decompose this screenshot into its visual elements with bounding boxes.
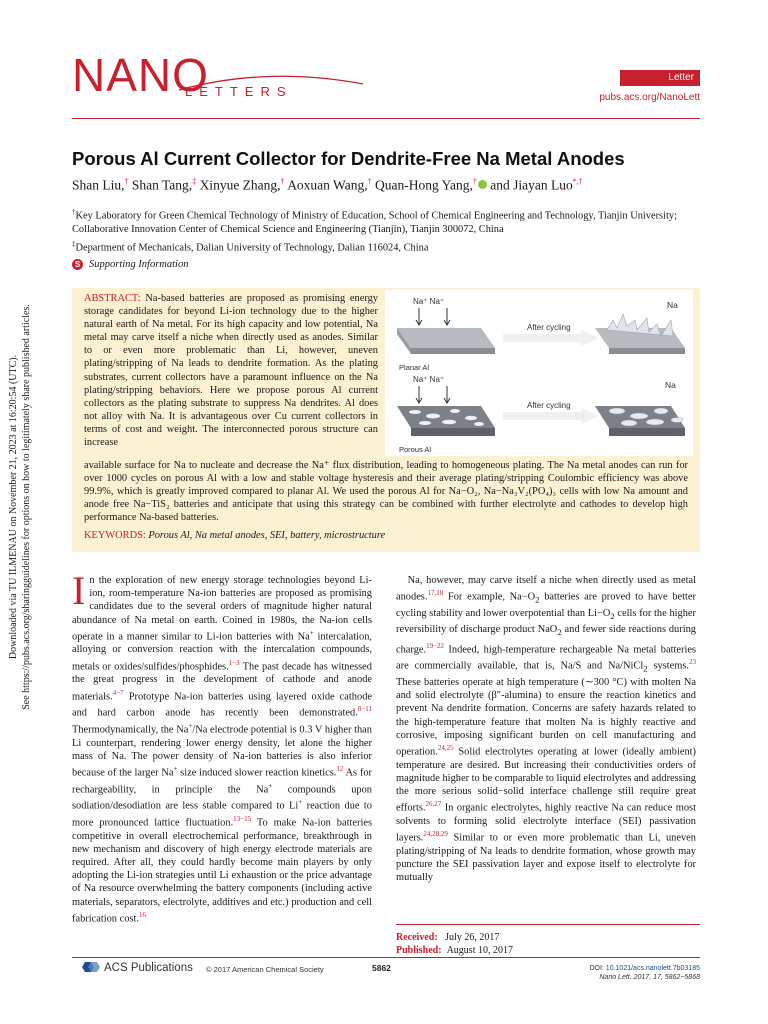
toc-graphic: [385, 290, 693, 456]
doi-row: [520, 964, 700, 973]
abstract-body-wide: available surface for Na to nucleate and decrease the Na⁺ flux distribution, leading to homogeneous plating. The Na metal anodes can run for over 1000 cycles on porous Al with a low and stable voltage hysteresis and their average plating/stripping Coulombic efficiency was above 99.9%, which is greatly improved compared to planar Al. We used the porous Al for Na−O₂, Na−Na₃V₂(PO₄)₃ cells with low Na amount and anode free Na−TiS₂ batteries and anticipate that using this strategy can be combined with further electrolyte and cathodes to develop high performance Na-based batteries.: [84, 460, 688, 524]
acs-hexagon-icon: [78, 960, 100, 974]
published-row: [396, 944, 700, 957]
author-name[interactable]: and Jiayan Luo: [490, 177, 573, 193]
keywords-label: KEYWORDS:: [84, 530, 146, 541]
author-mark: †: [124, 177, 129, 186]
orcid-icon[interactable]: [478, 180, 487, 189]
author-mark: ‡: [192, 177, 197, 186]
author-name[interactable]: Shan Tang,: [131, 177, 193, 193]
received-date: July 26, 2017: [445, 932, 500, 943]
affiliation-2: [72, 237, 702, 255]
author-mark: *,†: [572, 177, 583, 186]
abstract-text: [84, 292, 378, 449]
author-mark: †: [367, 177, 372, 186]
affiliation-mark: ‡: [72, 240, 76, 249]
acs-publications-logo[interactable]: [78, 960, 193, 974]
author-list: [72, 177, 712, 194]
doi-link[interactable]: 10.1021/acs.nanolett.7b03185: [605, 965, 700, 972]
toc-bottom-label: Porous Al: [399, 445, 432, 454]
author-mark: †: [472, 177, 477, 186]
article-title: Porous Al Current Collector for Dendrite-Free Na Metal Anodes: [72, 148, 625, 169]
toc-top-product: Na: [667, 300, 678, 310]
logo-letters: LETTERS: [185, 84, 293, 99]
author-name[interactable]: Aoxuan Wang,: [287, 177, 368, 193]
abstract-label: ABSTRACT:: [84, 293, 141, 304]
col2-opening: Na, however, may carve itself a niche when directly used as metal anodes.: [396, 575, 696, 603]
published-date: August 10, 2017: [446, 945, 513, 956]
supporting-info-label: Supporting Information: [89, 259, 189, 270]
doi-label: DOI:: [589, 965, 606, 972]
download-notice: [7, 157, 33, 857]
author-name[interactable]: Xinyue Zhang,: [199, 177, 281, 193]
journal-url-link[interactable]: pubs.acs.org/NanoLett: [599, 92, 700, 103]
page-number: 5862: [372, 963, 391, 973]
journal-logo: [72, 49, 293, 108]
body-column-left: In the exploration of new energy storage technologies beyond Li-ion, room-temperature Na-ion batteries are proposed as promising candidates due to the several orders of magnitude higher natural abundance of Na metal on earth. Coined in 1980s, the Na-ion cells operate in a manner similar to Li-ion batteries with Na+ intercalation, alloying or conversion reaction with the intercalation compounds, metals or oxides/sulfides/phosphides.$^{1-3}$ The past decade has witnessed the great progress in the development of cathode and anode materials.$^{4-7}$ Prototype Na-ion batteries using layered oxide cathode and hard carbon anode has recently been demonstrated.$^{8-11}$ Thermodynamically, the Na+/Na electrode potential is 0.3 V higher than Li counterpart, rendering lower energy density, let alone the higher mass of Na. The power density of Na-ion batteries is also inferior because of the larger Na+ size induced slower reaction kinetics.$^{12}$ As for rechargeability, in principle the Na+ compounds upon sodiation/desodiation are less stable compared to Li+ reaction due to more pronounced lattice fluctuation.$^{13-15}$ To make Na-ion batteries competitive in overall electrochemical performance, breakthrough in new mechanism and discovery of high energy electrode materials are required. After all, they could hardly become main players by only adopting the Li-ion strategies until Li exhaustion or the price advantage of Na resource overwhelming the battery components (including active materials, separators, electrolyte, additives and etc.) production and cell fabrication cost.$^{16}$: [72, 568, 373, 925]
affiliation-mark: †: [72, 208, 76, 216]
affiliation-1: [72, 205, 702, 237]
logo-nano: NANO: [72, 49, 209, 101]
received-label: Received:: [396, 932, 438, 943]
body-column-right: Na, however, may carve itself a niche when directly used as metal anodes.$^{17,18}$ For example, $Na-O_2$ batteries are proved to have better cycling stability and lower overpotential than $Li-O_2$ cells for the higher reversibility of discharge product NaO$_2$ and fewer side reactions during charge.$^{19-22}$ Indeed, high-temperature rechargeable Na metal batteries are commercially available, that is, Na/S and Na/NiCl$_2$ systems.$^{23}$ These batteries operate at high temperature (∼300 °C) with molten Na and solid electrolyte (β″-alumina) to ensure the reaction kinetics and prevent Na dendrite formation. Concerns are safety hazards related to the high-temperature feature that molten Na is highly reactive and corrosive, imposing significant burden on cell manufacturing and operation.$^{24,25}$ Solid electrolytes operating at lower (ideally ambient) temperature are desired. But increasing their conductivities orders of magnitude higher to be comparable to liquid electrolytes and addressing the more serious solid−solid interface challenge still require great efforts.$^{26,27}$ In organic electrolytes, highly reactive Na can reduce most solvents to forming solid electrolyte interface (SEI) passivation layers.$^{24,28,29}$ Similar to or even more problematic than Li, uneven plating/stripping of Na leads to dendrite formation, whose growth may puncture the SEI passivation layer and expose itself to electrolyte for mutually: [396, 575, 697, 884]
dropcap: I: [72, 568, 86, 613]
article-type-badge: Letter: [620, 70, 700, 86]
toc-top-arrow-label: After cycling: [527, 323, 571, 332]
toc-bottom-product: Na: [665, 380, 676, 390]
affiliation-text: Department of Mechanicals, Dalian University of Technology, Dalian 116024, China: [75, 242, 429, 254]
received-row: [396, 931, 700, 944]
header-divider: [72, 118, 700, 119]
toc-bottom-arrow-label: After cycling: [527, 401, 571, 410]
download-notice-line2: See https://pubs.acs.org/sharingguidelines for options on how to legitimately share published articles.: [21, 304, 32, 710]
keywords-text: Porous Al, Na metal anodes, SEI, battery, microstructure: [148, 530, 386, 541]
supporting-info-icon: S: [72, 259, 83, 270]
abstract-box: [72, 288, 700, 552]
author-mark: †: [280, 177, 285, 186]
published-label: Published:: [396, 945, 442, 956]
publisher-name: ACS Publications: [104, 962, 193, 974]
footer-divider: [72, 957, 700, 958]
download-notice-line1: Downloaded via TU ILMENAU on November 21, 2023 at 16:20:54 (UTC).: [8, 354, 19, 660]
supporting-information-link[interactable]: [72, 259, 188, 270]
copyright: © 2017 American Chemical Society: [206, 965, 324, 974]
abstract-body-narrow: Na-based batteries are proposed as promising energy storage candidates for beyond Li-ion technology due to the higher natural earth of Na metal. For its high capacity and low potential, Na metal may carve itself a niche when directly used as anodes. Similar to or even more problematic than Li, however, uneven plating/stripping of Na leads to dendrite formation. As the plating substrates, current collectors have a paramount influence on the Na plating/stripping behaviors. Here we propose porous Al current collectors as the plating substrate to suppress Na dendrites. Al does not alloy with Na. It is advantageous over Cu current collectors in terms of cost and weight. The interconnected porous structure can increase: [84, 293, 378, 449]
toc-top-ions: Na⁺ Na⁺: [413, 297, 445, 306]
author-name[interactable]: Shan Liu,: [72, 177, 125, 193]
author-name[interactable]: Quan-Hong Yang,: [374, 177, 473, 193]
toc-top-label: Planar Al: [399, 363, 430, 372]
citation: Nano Lett. 2017, 17, 5862−5868: [599, 974, 700, 981]
affiliations: [72, 205, 702, 256]
doi-block: [520, 964, 700, 982]
affiliation-text: Key Laboratory for Green Chemical Technology of Ministry of Education, School of Chemical Engineering and Technology, Tianjin University; Collaborative Innovation Center of Chemical Science and Engineering (Tianjin), Tianjin 300072, China: [72, 210, 677, 236]
article-dates: [396, 924, 700, 957]
keywords: [84, 530, 688, 541]
toc-bottom-ions: Na⁺ Na⁺: [413, 375, 445, 384]
